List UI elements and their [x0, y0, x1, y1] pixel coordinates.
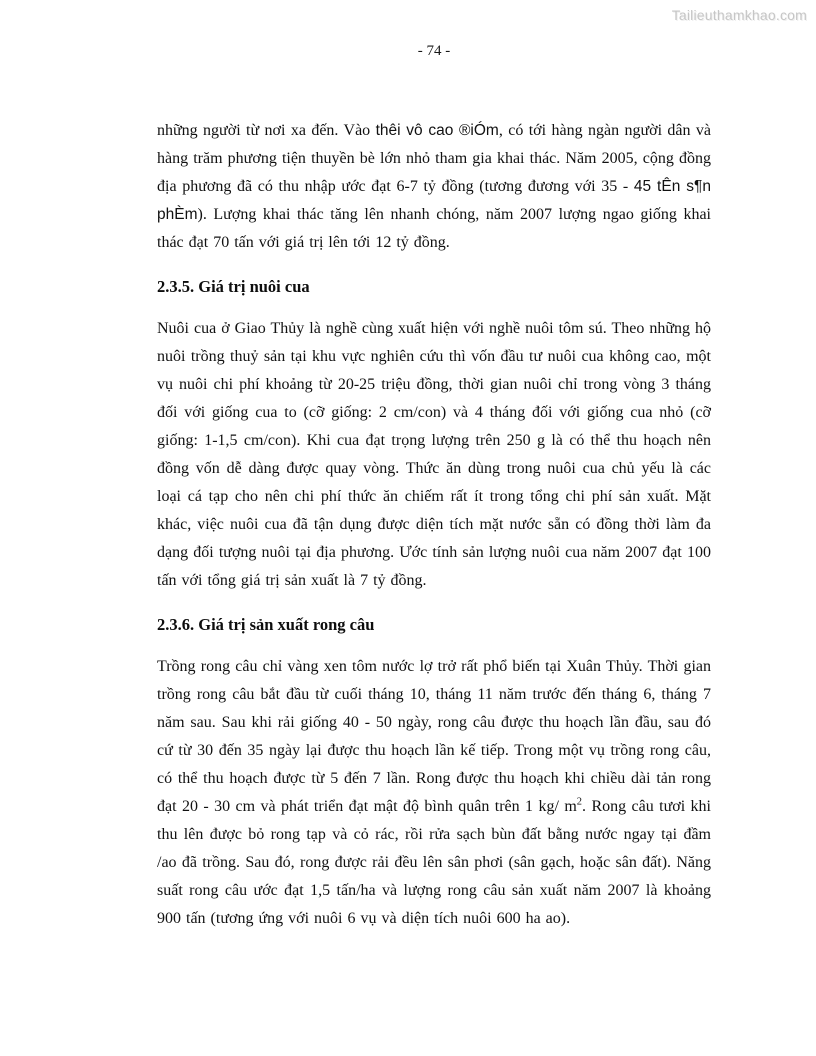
text-run: , có tới hàng ngàn người dân và hàng trăm phương tiện thuyền bè lớn nhỏ tham gia khai thác. Năm 2005, cộng đồng địa phương đã có thu nhập ước đạt 6-7 tỷ đồng (tương đương với 35 - [157, 122, 712, 195]
text-run: ). Lượng khai thác tăng lên nhanh chóng, năm 2007 lượng ngao giống khai thác đạt 70 tấn với giá trị lên tới 12 tỷ đồng. [157, 206, 711, 251]
text-run: 45 tÊn s¶n phÈm [157, 178, 711, 223]
paragraph [157, 117, 711, 257]
text-run: thêi vô cao ®iÓm [375, 122, 499, 139]
paragraph [157, 315, 711, 595]
paragraph [157, 653, 711, 933]
document-body [157, 117, 711, 933]
text-run: Nuôi cua ở Giao Thủy là nghề cùng xuất hiện với nghề nuôi tôm sú. Theo những hộ nuôi trồng thuỷ sản tại khu vực nghiên cứu thì vốn đầu tư nuôi cua không cao, một vụ nuôi chi phí khoảng từ 20-25 triệu đồng, thời gian nuôi chỉ trong vòng 3 tháng đối với giống cua to (cỡ giống: 2 cm/con) và 4 tháng đối với giống cua nhỏ (cỡ giống: 1-1,5 cm/con). Khi cua đạt trọng lượng trên 250 g là có thể thu hoạch nên đồng vốn dễ dàng được quay vòng. Thức ăn dùng trong nuôi cua chủ yếu là các loại cá tạp cho nên chi phí thức ăn chiếm rất ít trong tổng chi phí sản xuất. Mặt khác, việc nuôi cua đã tận dụng được diện tích mặt nước sẵn có đồng thời làm đa dạng đối tượng nuôi tại địa phương. Ước tính sản lượng nuôi cua năm 2007 đạt 100 tấn với tổng giá trị sản xuất là 7 tỷ đồng. [157, 320, 711, 589]
watermark: Tailieuthamkhao.com [671, 7, 807, 23]
section-heading: 2.3.6. Giá trị sản xuất rong câu [157, 615, 375, 634]
text-run: những người từ nơi xa đến. Vào [157, 122, 376, 139]
text-run: Trồng rong câu chỉ vàng xen tôm nước lợ trở rất phổ biến tại Xuân Thủy. Thời gian trồng rong câu bắt đầu từ cuối tháng 10, tháng 11 năm trước đến tháng 6, tháng 7 năm sau. Sau khi rải giống 40 - 50 ngày, rong câu được thu hoạch lần đầu, sau đó cứ từ 30 đến 35 ngày lại được thu hoạch lần kế tiếp. Trong một vụ trồng rong câu, có thể thu hoạch được từ 5 đến 7 lần. Rong được thu hoạch khi chiều dài tản rong đạt 20 - 30 cm và phát triển đạt mật độ bình quân trên 1 kg/ m [157, 658, 711, 815]
page-number: - 74 - [417, 43, 451, 59]
section-heading: 2.3.5. Giá trị nuôi cua [157, 277, 310, 296]
text-run: . Rong câu tươi khi thu lên được bỏ rong tạp và cỏ rác, rồi rửa sạch bùn đất bằng nước ngay tại đầm /ao đã trồng. Sau đó, rong được rải đều lên sân phơi (sân gạch, hoặc sân đất). Năng suất rong câu ước đạt 1,5 tấn/ha và lượng rong câu sản xuất năm 2007 là khoảng 900 tấn (tương ứng với nuôi 6 vụ và diện tích nuôi 600 ha ao). [157, 798, 712, 927]
text-run: 2 [576, 796, 583, 808]
